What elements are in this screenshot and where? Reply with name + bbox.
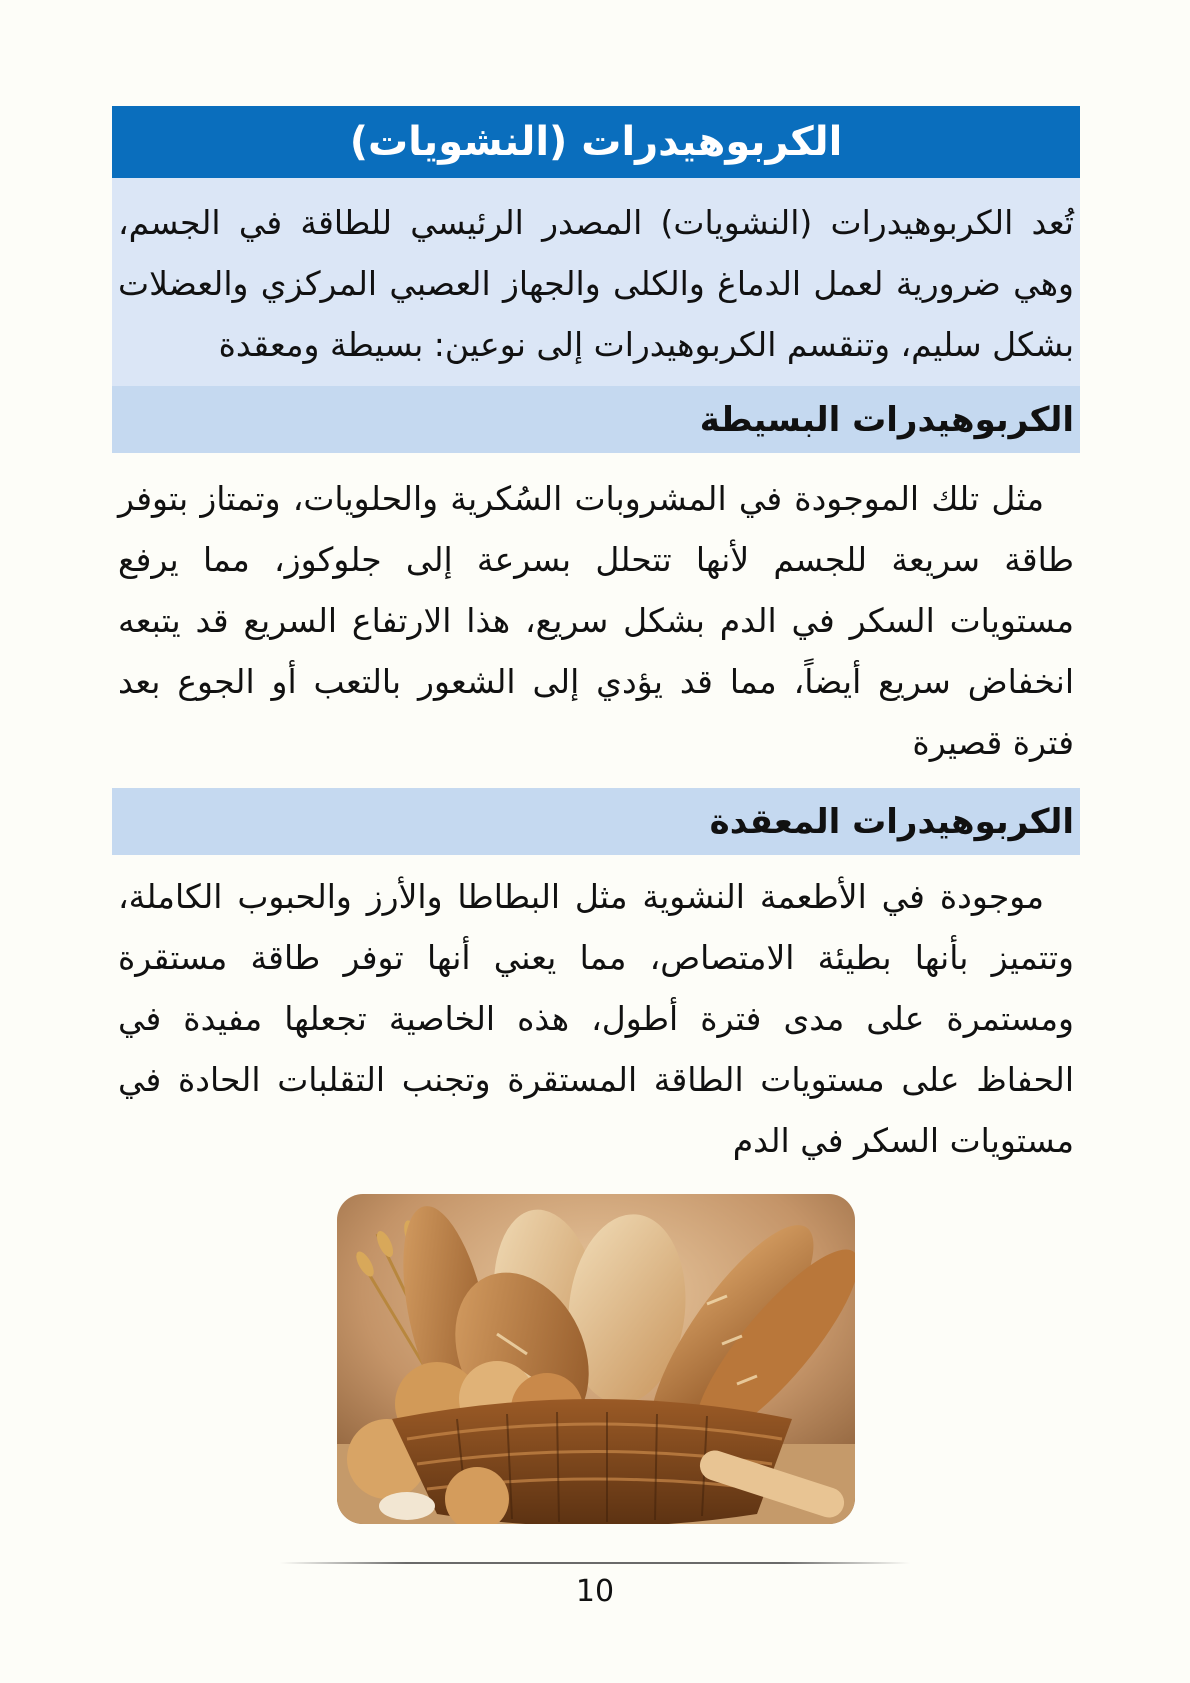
intro-paragraph: تُعد الكربوهيدرات (النشويات) المصدر الرئيسي للطاقة في الجسم، وهي ضرورية لعمل الدماغ والكلى والجهاز العصبي المركزي والعضلات بشكل سليم، وتنقسم الكربوهيدرات إلى نوعين: بسيطة ومعقدة: [118, 203, 1074, 364]
page-title-bar: [112, 106, 1080, 178]
complex-carbs-heading: الكربوهيدرات المعقدة: [709, 801, 1074, 842]
page-number: 10: [575, 1574, 615, 1609]
intro-box: [112, 178, 1080, 386]
footer-divider: [280, 1562, 910, 1564]
page-title: الكربوهيدرات (النشويات): [349, 119, 843, 165]
simple-carbs-section: [112, 468, 1080, 773]
simple-carbs-paragraph: مثل تلك الموجودة في المشروبات السُكرية والحلويات، وتمتاز بتوفر طاقة سريعة للجسم لأنها تتحلل بسرعة إلى جلوكوز، مما يرفع مستويات السكر في الدم بشكل سريع، هذا الارتفاع السريع قد يتبعه انخفاض سريع أيضاً، مما قد يؤدي إلى الشعور بالتعب أو الجوع بعد فترة قصيرة: [118, 479, 1074, 762]
simple-carbs-heading: الكربوهيدرات البسيطة: [699, 399, 1074, 440]
complex-carbs-section: [112, 866, 1080, 1171]
complex-carbs-paragraph: موجودة في الأطعمة النشوية مثل البطاطا والأرز والحبوب الكاملة، وتتميز بأنها بطيئة الامتصاص، مما يعني أنها توفر طاقة مستقرة ومستمرة على مدى فترة أطول، هذه الخاصية تجعلها مفيدة في الحفاظ على مستويات الطاقة المستقرة وتجنب التقلبات الحادة في مستويات السكر في الدم: [118, 877, 1074, 1160]
simple-carbs-heading-bar: [112, 386, 1080, 453]
bread-basket-image: [337, 1194, 855, 1524]
complex-carbs-heading-bar: [112, 788, 1080, 855]
